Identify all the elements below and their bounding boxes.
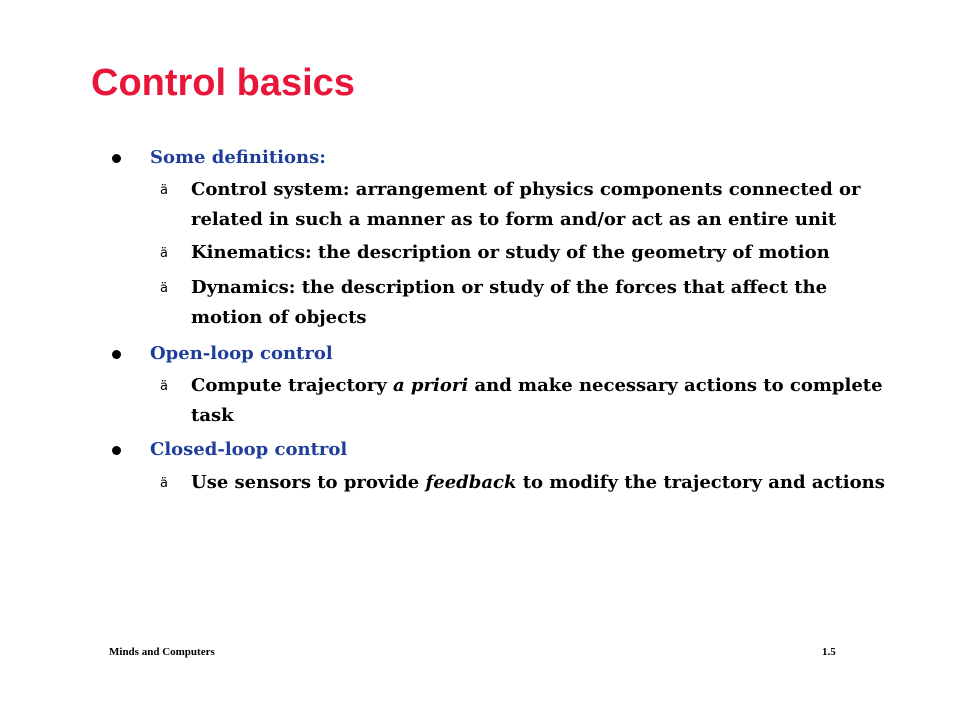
- text-run: to modify the trajectory and actions: [516, 472, 885, 493]
- round-bullet-icon: [112, 350, 121, 359]
- sub-bullet-icon: ä: [160, 183, 168, 198]
- sub-bullet-text: Control system: arrangement of physics components connected or related in such a manner as to form and/or act as an entire unit: [191, 179, 861, 230]
- round-bullet-icon: [112, 154, 121, 163]
- text-run: Use sensors to provide: [191, 472, 426, 493]
- sub-bullet-item: [160, 238, 890, 268]
- footer-course-name: Minds and Computers: [109, 646, 215, 658]
- italic-term: a priori: [393, 375, 469, 396]
- sub-bullet-text: Kinematics: the description or study of the geometry of motion: [191, 242, 830, 263]
- italic-term: feedback: [425, 472, 517, 493]
- sub-bullet-icon: ä: [160, 476, 168, 491]
- text-run: and make necessary actions to complete task: [191, 375, 883, 426]
- sub-bullet-icon: ä: [160, 379, 168, 394]
- round-bullet-icon: [112, 446, 121, 455]
- footer-page-number: 1.5: [822, 646, 836, 658]
- text-run: Compute trajectory: [191, 375, 393, 396]
- sub-bullet-icon: ä: [160, 246, 168, 261]
- sub-bullet-icon: ä: [160, 281, 168, 296]
- sub-bullet-text: Dynamics: the description or study of the forces that affect the motion of objects: [191, 277, 828, 328]
- sub-bullet-text: [191, 468, 890, 498]
- sub-bullet-item: [160, 273, 890, 333]
- sub-bullet-text: [191, 371, 890, 431]
- sub-bullet-item: [160, 175, 890, 235]
- bullet-heading: Some definitions:: [150, 147, 326, 168]
- bullet-heading: Open-loop control: [150, 343, 333, 364]
- slide-title: Control basics: [91, 62, 355, 104]
- sub-bullet-item: [160, 468, 890, 498]
- bullet-heading: Closed-loop control: [150, 439, 348, 460]
- sub-bullet-item: [160, 371, 890, 431]
